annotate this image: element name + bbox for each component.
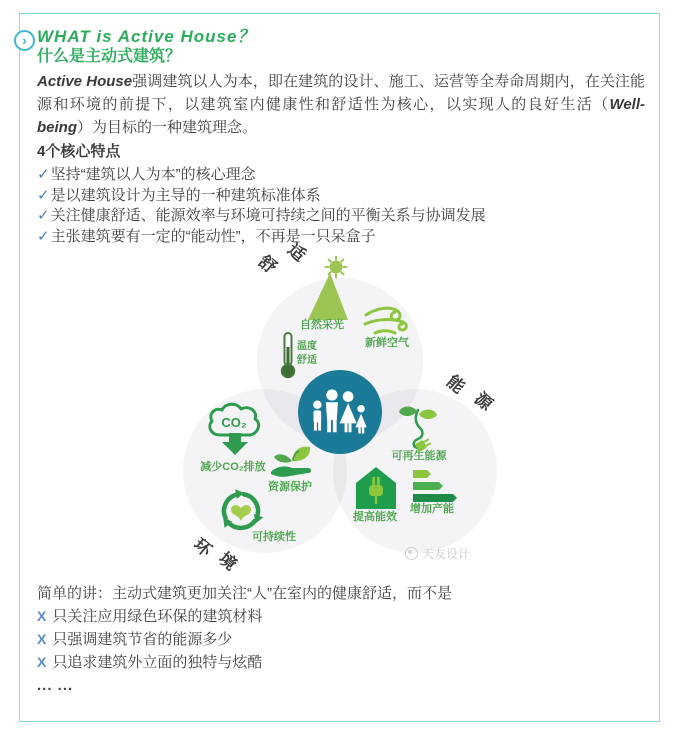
- page-subtitle: 什么是主动式建筑？: [37, 48, 182, 65]
- people-center-circle: [298, 370, 382, 454]
- feature-text: 关注健康舒适、能源效率与环境可持续之间的平衡关系与协调发展: [50, 207, 486, 224]
- list-item: [37, 628, 645, 651]
- temp-label-line2: 舒适: [297, 355, 317, 366]
- fresh-air-label: 新鲜空气: [365, 337, 409, 349]
- intro-body: 强调建筑以人为本，即在建筑的设计、施工、运营等全寿命周期内，在关注能源和环境的前提下，以建筑室内健康性和舒适性为核心，以实现人的良好生活（: [37, 73, 645, 113]
- list-item: [37, 206, 645, 227]
- energy-ring-label: 源: [470, 388, 497, 415]
- list-item: [37, 165, 645, 186]
- conclusion-section: [37, 582, 645, 697]
- reduce-co2-label: 减少CO₂排放: [200, 461, 266, 473]
- feature-text: 坚持“建筑以人为本”的核心理念: [50, 166, 256, 183]
- improve-efficiency-label: 提高能效: [353, 511, 397, 523]
- temperature-comfort-label: [297, 340, 337, 368]
- co2-reduction-icon: [205, 402, 267, 458]
- co2-text: CO₂: [221, 415, 247, 430]
- increase-capacity-label: 增加产能: [410, 503, 454, 515]
- renewable-energy-sprout-icon: [394, 404, 442, 452]
- intro-lead: Active House: [37, 73, 133, 90]
- sustainability-label: 可持续性: [252, 531, 296, 543]
- check-icon: ✓: [37, 166, 50, 183]
- list-item: [37, 651, 645, 674]
- chevron-right-icon: [14, 30, 35, 51]
- watermark: [405, 545, 470, 562]
- feature-text: 主张建筑要有一定的“能动性”，不再是一只呆盒子: [50, 227, 376, 245]
- daylight-label: 自然采光: [300, 319, 344, 331]
- x-item-text: 只关注应用绿色环保的建筑材料: [52, 608, 263, 625]
- feature-text: 是以建筑设计为主导的一种建筑标准体系: [50, 186, 321, 204]
- list-item: [37, 186, 645, 207]
- conclusion-lead: 简单的讲：主动式建筑更加关注“人”在室内的健康舒适，而不是: [37, 585, 452, 602]
- x-item-text: 只追求建筑外立面的独特与炫酷: [52, 654, 263, 671]
- environment-ring-label: 环: [189, 534, 216, 561]
- family-icon: [306, 378, 374, 446]
- list-item: [37, 605, 645, 628]
- article-card: [19, 13, 660, 722]
- check-icon: ✓: [37, 186, 50, 204]
- renewable-energy-label: 可再生能源: [391, 450, 447, 462]
- features-heading: 4个核心特点: [37, 143, 121, 160]
- energy-rating-bars-icon: [413, 470, 459, 504]
- thermometer-icon: [277, 331, 299, 379]
- feature-list: [37, 165, 645, 247]
- x-mark-icon: X: [37, 631, 47, 647]
- watermark-text: 天友设计: [422, 547, 471, 561]
- environment-ring-label: 境: [214, 548, 241, 575]
- watermark-logo-icon: [405, 547, 418, 560]
- energy-ring-label: 能: [442, 371, 469, 398]
- hand-leaf-resource-icon: [268, 443, 318, 481]
- wind-fresh-air-icon: [363, 300, 411, 340]
- intro-paragraph: [37, 70, 645, 139]
- x-mark-icon: X: [37, 608, 47, 624]
- recycle-heart-sustainability-icon: [212, 484, 270, 536]
- resource-protection-label: 资源保护: [268, 481, 312, 493]
- x-mark-icon: X: [37, 654, 47, 670]
- comfort-ring-label: 适: [283, 239, 310, 266]
- temp-label-line1: 温度: [297, 341, 317, 352]
- sun-daylight-icon: [303, 256, 353, 324]
- list-item: [37, 227, 645, 248]
- house-efficiency-icon: [356, 466, 396, 512]
- chevron-glyph: ›: [22, 31, 27, 48]
- check-icon: ✓: [37, 207, 50, 224]
- page-title: WHAT is Active House？: [37, 27, 256, 46]
- active-house-venn-diagram: [20, 239, 661, 575]
- intro-highlight: Well-being: [37, 96, 645, 136]
- check-icon: ✓: [37, 227, 50, 245]
- ellipsis: ... ...: [37, 677, 74, 694]
- x-item-text: 只强调建筑节省的能源多少: [52, 631, 233, 648]
- intro-tail: ）为目标的一种建筑理念。: [77, 119, 258, 136]
- comfort-ring-label: 舒: [254, 251, 281, 278]
